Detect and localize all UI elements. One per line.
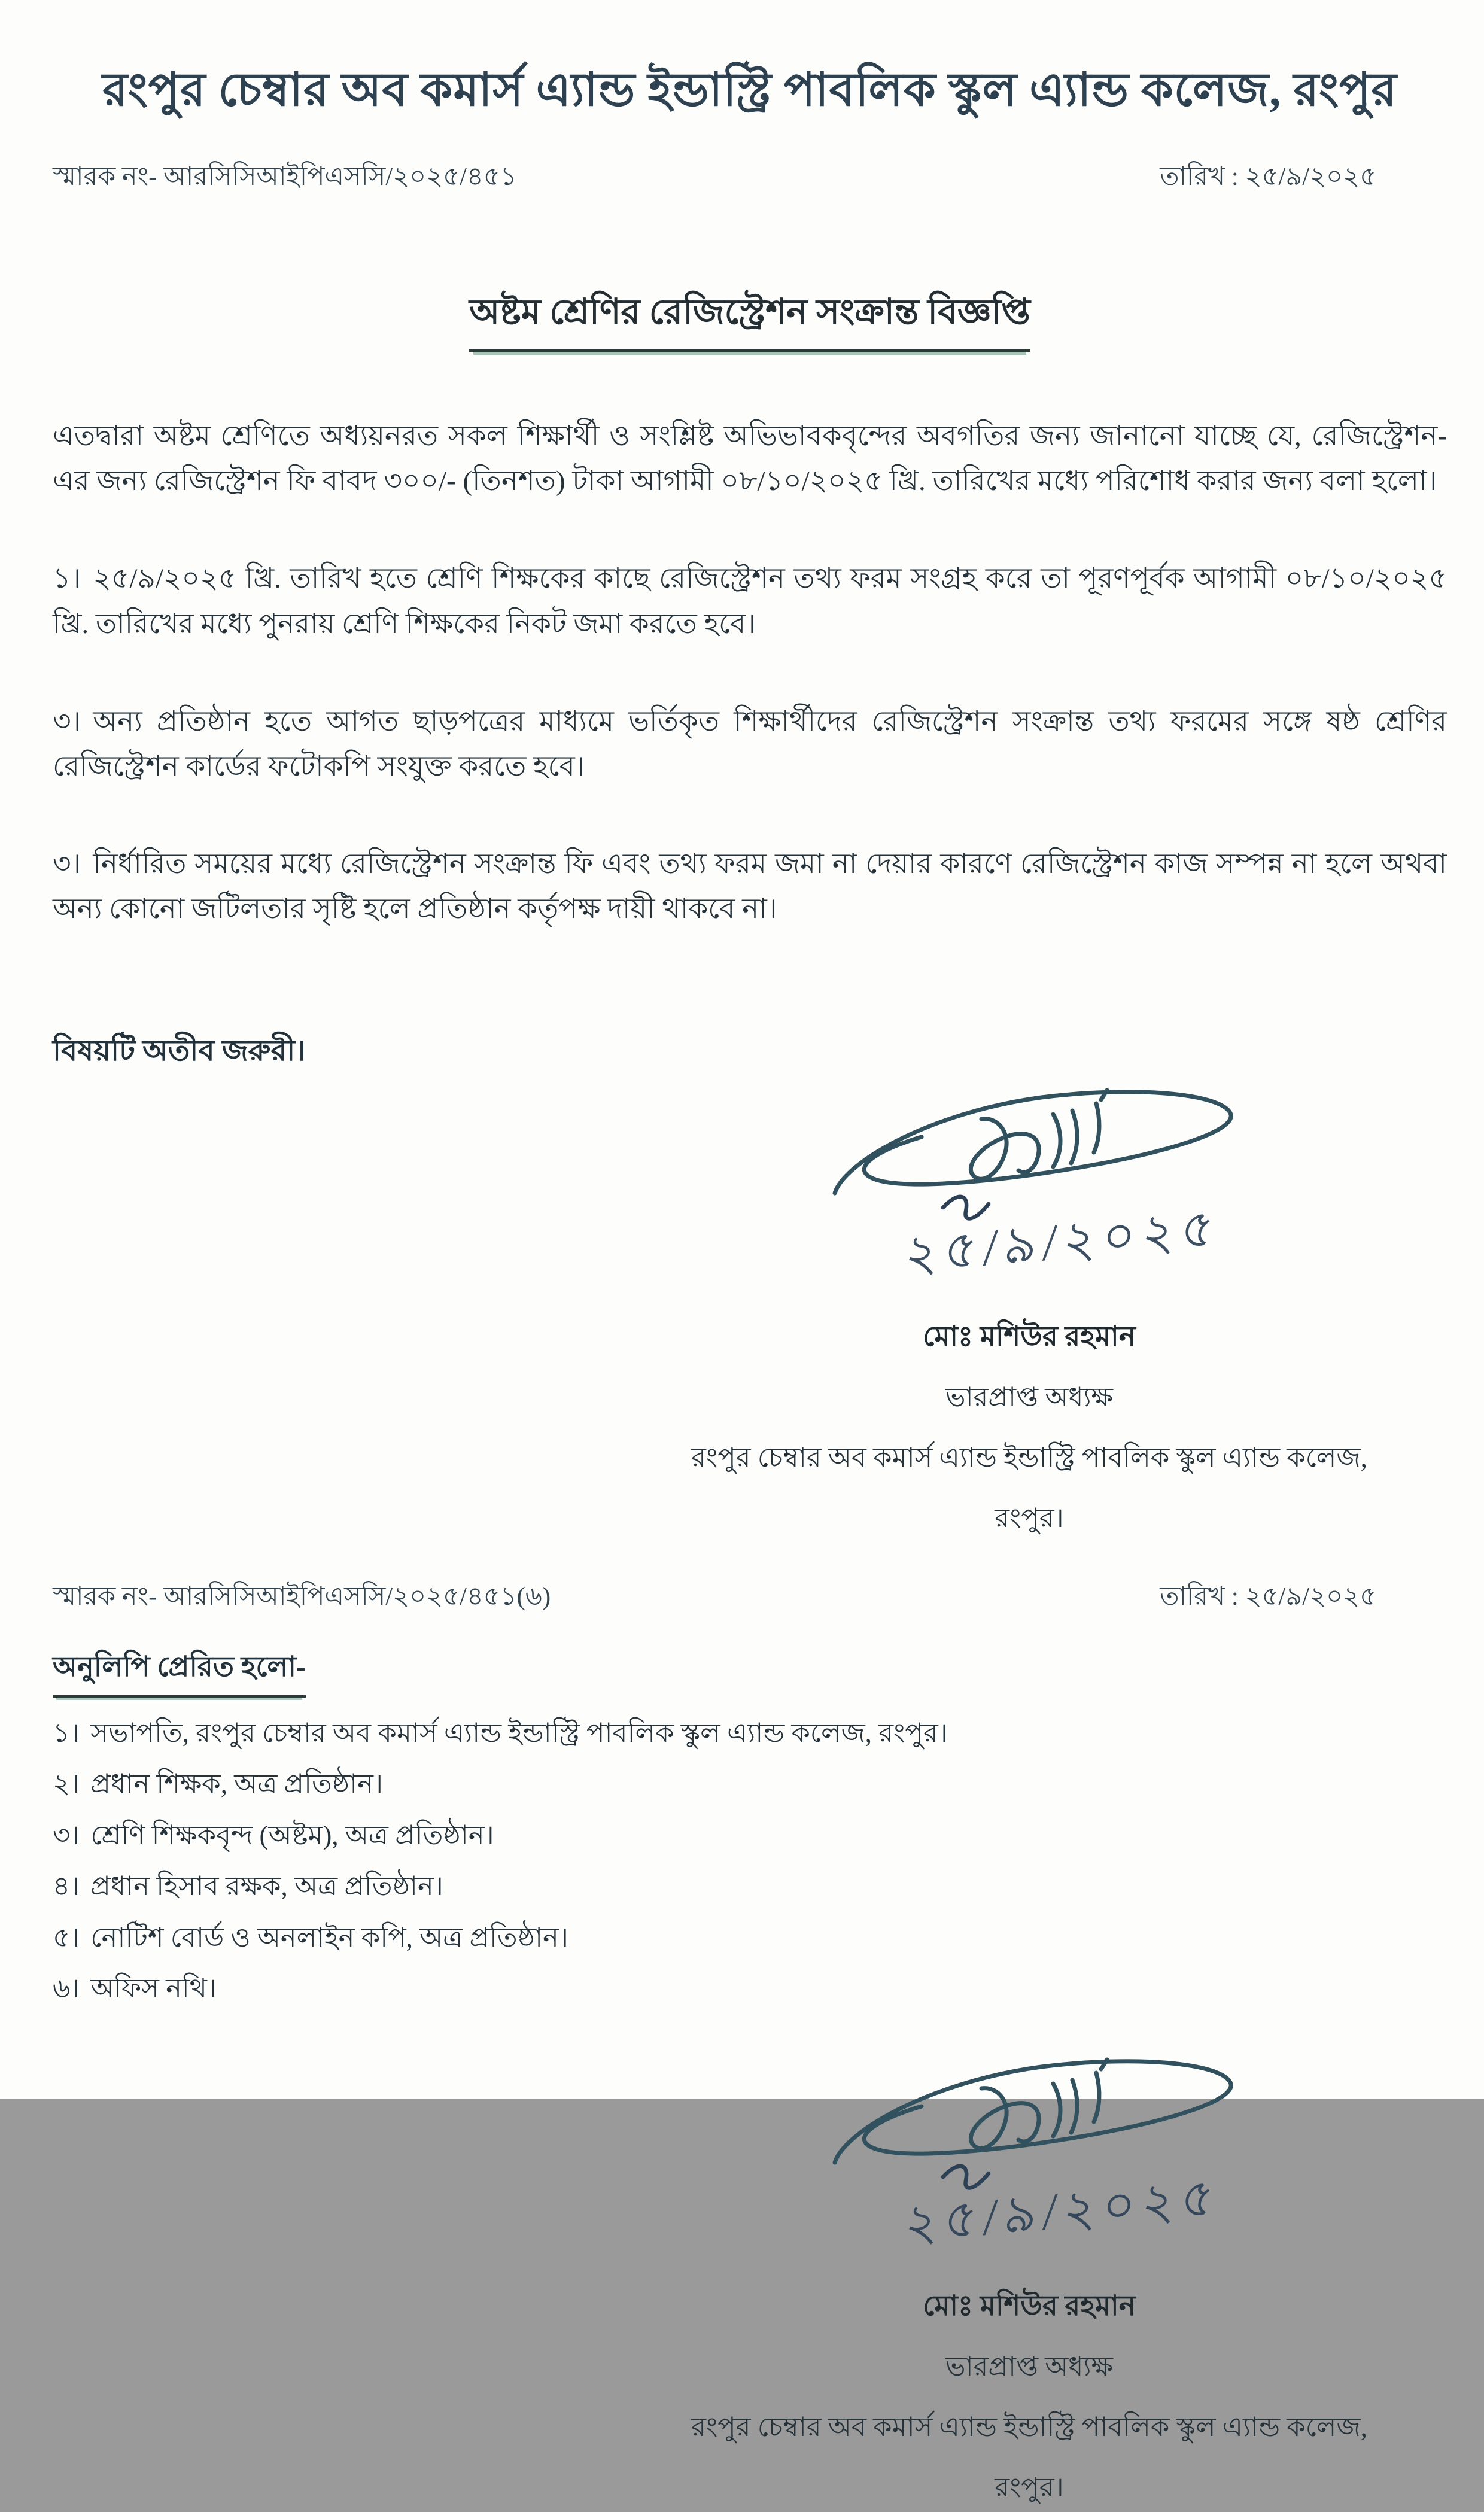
cc-item-number: ৬। [53, 1973, 80, 2003]
cc-item-number: ৪। [53, 1871, 80, 1901]
cc-item-3 [53, 1815, 1447, 1856]
cc-item-text: প্রধান শিক্ষক, অত্র প্রতিষ্ঠান। [90, 1769, 384, 1799]
signatory-designation: ভারপ্রাপ্ত অধ্যক্ষ [945, 1382, 1113, 1412]
cc-item-text: শ্রেণি শিক্ষকবৃন্দ (অষ্টম), অত্র প্রতিষ্ঠান। [90, 1820, 494, 1850]
notice-item-2 [53, 700, 1447, 789]
notice-title: অষ্টম শ্রেণির রেজিস্ট্রেশন সংক্রান্ত বিজ্ঞপ্তি [469, 285, 1030, 352]
cc-item-1 [53, 1713, 1447, 1754]
item-number: ৩। [53, 849, 81, 880]
cc-item-number: ৫। [53, 1922, 80, 1953]
memo-number-2: স্মারক নং- আরসিসিআইপিএসসি/২০২৫/৪৫১(৬) [53, 1582, 551, 1611]
title-wrap [53, 285, 1447, 352]
cc-item-2 [53, 1764, 1447, 1805]
cc-item-number: ৩। [53, 1820, 80, 1850]
signatory-org-line2: রংপুর। [995, 2472, 1064, 2502]
memo-row-2 [53, 1577, 1447, 1620]
cc-item-number: ২। [53, 1769, 80, 1799]
memo-date-2: তারিখ : ২৫/৯/২০২৫ [1160, 1582, 1376, 1611]
signatory-org-line1: রংপুর চেম্বার অব কমার্স এ্যান্ড ইন্ডাস্ট্রি পাবলিক স্কুল এ্যান্ড কলেজ, [691, 1442, 1367, 1473]
cc-item-6 [53, 1969, 1447, 2009]
cc-list [53, 1713, 1447, 2009]
signatory-org-line1: রংপুর চেম্বার অব কমার্স এ্যান্ড ইন্ডাস্ট্রি পাবলিক স্কুল এ্যান্ড কলেজ, [691, 2411, 1367, 2442]
item-text: অন্য প্রতিষ্ঠান হতে আগত ছাড়পত্রের মাধ্যমে ভর্তিকৃত শিক্ষার্থীদের রেজিস্ট্রেশন সংক্রান্ত তথ্য ফরমের সঙ্গে ষষ্ঠ শ্রেণির রেজিস্ট্রেশন কার্ডের ফটোকপি সংযুক্ত করতে হবে। [53, 705, 1447, 782]
signature-handwritten-date: ২৫/৯/২০২৫ [904, 2167, 1221, 2253]
cc-item-5 [53, 1918, 1447, 1958]
notice-item-1 [53, 556, 1447, 646]
signatory-org-line2: রংপুর। [995, 1503, 1064, 1533]
item-text: নির্ধারিত সময়ের মধ্যে রেজিস্ট্রেশন সংক্রান্ত ফি এবং তথ্য ফরম জমা না দেয়ার কারণে রেজিস্ট্রেশন কাজ সম্পন্ন না হলে অথবা অন্য কোনো জটিলতার সৃষ্টি হলে প্রতিষ্ঠান কর্তৃপক্ষ দায়ী থাকবে না। [53, 849, 1447, 925]
institution-name: রংপুর চেম্বার অব কমার্স এ্যান্ড ইন্ডাস্ট্রি পাবলিক স্কুল এ্যান্ড কলেজ, রংপুর [102, 64, 1397, 115]
cc-item-text: অফিস নথি। [90, 1973, 217, 2003]
cc-item-text: সভাপতি, রংপুর চেম্বার অব কমার্স এ্যান্ড ইন্ডাস্ট্রি পাবলিক স্কুল এ্যান্ড কলেজ, রংপুর। [90, 1717, 948, 1748]
item-number: ৩। [53, 705, 81, 737]
urgency-note: বিষয়টি অতীব জরুরী। [53, 1033, 306, 1067]
memo-row-1 [53, 157, 1447, 200]
signature-block-2 [622, 2049, 1436, 2512]
memo-date-1: তারিখ : ২৫/৯/২০২৫ [1160, 163, 1376, 191]
item-text: ২৫/৯/২০২৫ খ্রি. তারিখ হতে শ্রেণি শিক্ষকের কাছে রেজিস্ট্রেশন তথ্য ফরম সংগ্রহ করে তা পূরণপূর্বক আগামী ০৮/১০/২০২৫ খ্রি. তারিখের মধ্যে পুনরায় শ্রেণি শিক্ষকের নিকট জমা করতে হবে। [53, 563, 1447, 640]
signatory-name: মোঃ মশিউর রহমান [923, 2290, 1136, 2322]
signature-handwritten-date: ২৫/৯/২০২৫ [904, 1198, 1221, 1284]
signature-block-1 [622, 1079, 1436, 1543]
signatory-name: মোঃ মশিউর রহমান [923, 1321, 1136, 1352]
cc-heading: অনুলিপি প্রেরিত হলো- [53, 1645, 306, 1698]
notice-item-3 [53, 842, 1447, 932]
item-number: ১। [53, 563, 81, 595]
cc-item-text: নোটিশ বোর্ড ও অনলাইন কপি, অত্র প্রতিষ্ঠান। [90, 1922, 568, 1953]
cc-item-number: ১। [53, 1717, 80, 1748]
memo-number-1: স্মারক নং- আরসিসিআইপিএসসি/২০২৫/৪৫১ [53, 163, 517, 191]
cc-item-text: প্রধান হিসাব রক্ষক, অত্র প্রতিষ্ঠান। [90, 1871, 443, 1901]
intro-paragraph: এতদ্বারা অষ্টম শ্রেণিতে অধ্যয়নরত সকল শিক্ষার্থী ও সংশ্লিষ্ট অভিভাবকবৃন্দের অবগতির জন্য জানানো যাচ্ছে যে, রেজিস্ট্রেশন- এর জন্য রেজিস্ট্রেশন ফি বাবদ ৩০০/- (তিনশত) টাকা আগামী ০৮/১০/২০২৫ খ্রি. তারিখের মধ্যে পরিশোধ করার জন্য বলা হলো। [53, 421, 1447, 497]
signatory-designation: ভারপ্রাপ্ত অধ্যক্ষ [945, 2351, 1113, 2382]
cc-item-4 [53, 1866, 1447, 1907]
